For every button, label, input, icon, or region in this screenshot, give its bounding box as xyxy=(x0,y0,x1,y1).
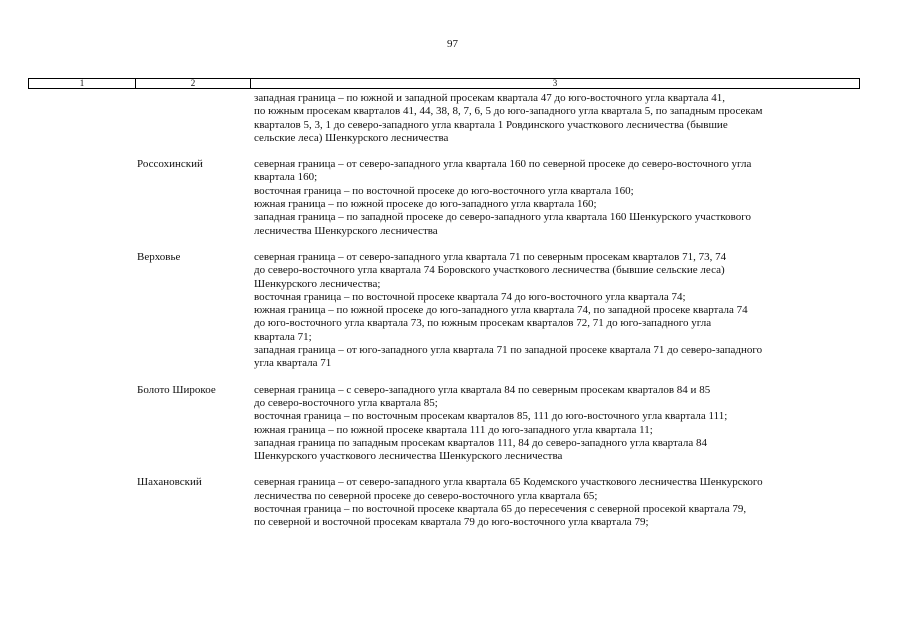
boundary-description xyxy=(254,92,860,145)
header-col-2: 2 xyxy=(136,79,251,88)
boundary-line: северная граница – от северо-западного угла квартала 65 Кодемского участкового лесничества Шенкурского xyxy=(254,476,763,489)
boundary-line: лесничества по северной просеке до северо-восточного угла квартала 65; xyxy=(254,489,598,502)
boundary-line: южная граница – по южной просеке квартала 111 до юго-западного угла квартала 11; xyxy=(254,423,653,436)
table-row xyxy=(28,158,860,238)
territory-name: Шахановский xyxy=(137,476,202,489)
table-row xyxy=(28,476,860,529)
table-row xyxy=(28,92,860,145)
boundary-line: северная граница – с северо-западного угла квартала 84 по северным просекам кварталов 84 и 85 xyxy=(254,383,711,396)
boundary-line: Шенкурского лесничества; xyxy=(254,277,381,290)
boundary-description xyxy=(254,251,860,371)
boundary-line: квартала 71; xyxy=(254,330,312,343)
boundary-line: до северо-восточного угла квартала 74 Боровского участкового лесничества (бывшие сельские леса) xyxy=(254,264,725,277)
boundary-description xyxy=(254,158,860,238)
boundary-line: лесничества Шенкурского лесничества xyxy=(254,224,438,237)
territory-name: Болото Широкое xyxy=(137,383,216,396)
boundary-line: угла квартала 71 xyxy=(254,357,332,370)
boundary-line: до северо-восточного угла квартала 85; xyxy=(254,396,438,409)
boundary-line: южная граница – по южной просеке до юго-западного угла квартала 74, по западной просеке квартала 74 xyxy=(254,304,748,317)
boundary-line: западная граница – по западной просеке до северо-западного угла квартала 160 Шенкурского участкового xyxy=(254,211,752,224)
boundary-line: западная граница по западным просекам кварталов 111, 84 до северо-западного угла квартала 84 xyxy=(254,436,708,449)
boundary-line: восточная граница – по восточной просеке квартала 65 до пересечения с северной просекой квартала 79, xyxy=(254,503,747,516)
territory-name: Россохинский xyxy=(137,158,203,171)
boundary-description xyxy=(254,384,860,464)
header-col-3: 3 xyxy=(552,78,558,88)
page-number: 97 xyxy=(447,38,458,50)
table-header-row xyxy=(28,78,860,89)
boundary-line: по северной и восточной просекам квартала 79 до юго-восточного угла квартала 79; xyxy=(254,516,649,529)
table-row xyxy=(28,384,860,464)
boundary-line: южная граница – по южной просеке до юго-западного угла квартала 160; xyxy=(254,198,597,211)
boundary-line: восточная граница – по восточной просеке до юго-восточного угла квартала 160; xyxy=(254,184,634,197)
boundary-line: северная граница – от северо-западного угла квартала 71 по северным просекам кварталов 71, 73, 74 xyxy=(254,250,727,263)
boundary-line: западная граница – по южной и западной просекам квартала 47 до юго-восточного угла квартала 41, xyxy=(254,92,726,104)
boundary-line: кварталов 5, 3, 1 до северо-западного угла квартала 1 Ровдинского участкового лесничества (бывшие xyxy=(254,118,728,131)
boundary-line: квартала 160; xyxy=(254,171,318,184)
header-col-1: 1 xyxy=(29,79,136,88)
boundary-line: восточная граница – по восточной просеке квартала 74 до юго-восточного угла квартала 74; xyxy=(254,290,686,303)
table-body xyxy=(28,92,860,530)
boundary-line: до юго-восточного угла квартала 73, по южным просекам кварталов 72, 71 до юго-западного угла xyxy=(254,317,712,330)
boundary-line: по южным просекам кварталов 41, 44, 38, 8, 7, 6, 5 до юго-западного угла квартала 5, по западным просекам xyxy=(254,105,763,118)
boundary-line: сельские леса) Шенкурского лесничества xyxy=(254,131,449,144)
boundary-line: западная граница – от юго-западного угла квартала 71 по западной просеке квартала 71 до северо-западного xyxy=(254,344,763,357)
table-row xyxy=(28,251,860,371)
territory-name: Верховье xyxy=(137,250,181,263)
boundary-description xyxy=(254,476,860,529)
boundary-line: Шенкурского участкового лесничества Шенкурского лесничества xyxy=(254,450,563,463)
boundary-line: восточная граница – по восточным просекам кварталов 85, 111 до юго-восточного угла квартала 111; xyxy=(254,410,728,423)
boundary-line: северная граница – от северо-западного угла квартала 160 по северной просеке до северо-восточного угла xyxy=(254,158,752,171)
